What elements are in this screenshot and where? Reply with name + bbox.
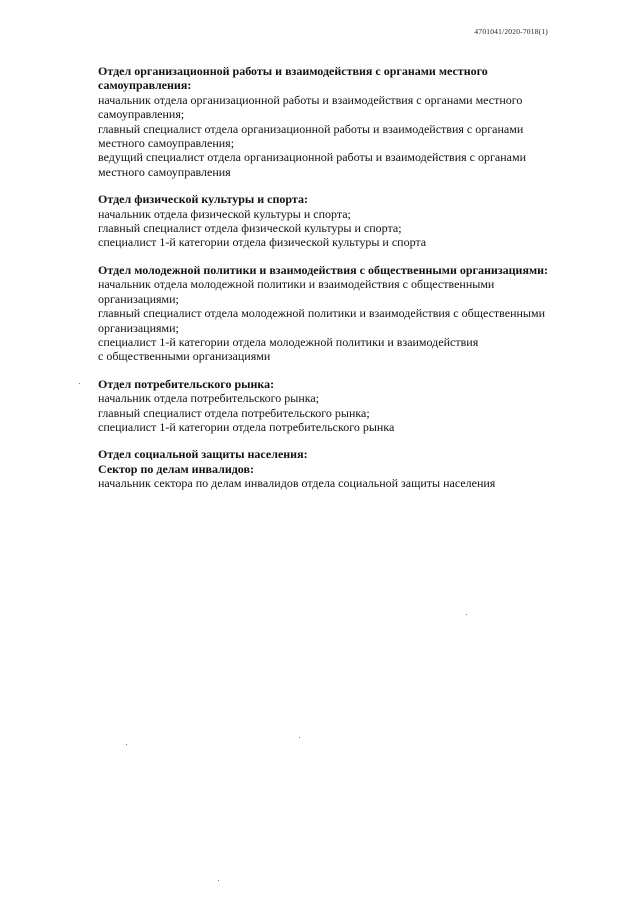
position-line: специалист 1-й категории отдела молодежной политики и взаимодействия — [98, 334, 479, 349]
position-line: главный специалист отдела организационной работы и взаимодействия с органами — [98, 121, 524, 136]
position-line: главный специалист отдела физической культуры и спорта; — [98, 221, 402, 236]
position-line: местного самоуправления; — [98, 136, 235, 151]
scan-speck — [79, 383, 80, 384]
position-line: специалист 1-й категории отдела потребительского рынка — [98, 419, 395, 434]
position-line: организациями; — [98, 320, 179, 335]
section-organizational-work — [98, 64, 590, 179]
document-body — [98, 64, 590, 504]
section-heading: Отдел организационной работы и взаимодействия с органами местного — [98, 64, 488, 78]
position-line: начальник отдела организационной работы и взаимодействия с органами местного — [98, 92, 523, 107]
section-heading: Отдел физической культуры и спорта: — [98, 192, 308, 207]
position-line: ведущий специалист отдела организационной работы и взаимодействия с органами — [98, 150, 526, 165]
section-social-protection — [98, 447, 590, 490]
section-heading: Отдел потребительского рынка: — [98, 376, 275, 391]
subsection-heading: Сектор по делам инвалидов: — [98, 461, 254, 476]
scan-speck — [126, 744, 127, 745]
position-line: с общественными организациями — [98, 349, 271, 364]
position-line: местного самоуправления — [98, 164, 231, 179]
section-heading: самоуправления: — [98, 78, 192, 93]
position-line: начальник отдела физической культуры и спорта; — [98, 206, 351, 221]
position-line: начальник отдела молодежной политики и взаимодействия с общественными — [98, 277, 495, 292]
scan-speck — [299, 737, 300, 738]
section-youth-policy — [98, 263, 590, 364]
position-line: начальник отдела потребительского рынка; — [98, 391, 320, 406]
section-heading: Отдел молодежной политики и взаимодействия с общественными организациями: — [98, 262, 549, 277]
position-line: главный специалист отдела потребительского рынка; — [98, 405, 370, 420]
position-line: самоуправления; — [98, 107, 185, 122]
position-line: начальник сектора по делам инвалидов отдела социальной защиты населения — [98, 476, 496, 491]
position-line: организациями; — [98, 291, 179, 306]
scan-speck — [218, 880, 219, 881]
section-physical-culture — [98, 192, 590, 250]
position-line: специалист 1-й категории отдела физической культуры и спорта — [98, 235, 427, 250]
scan-speck — [466, 614, 467, 615]
section-heading: Отдел социальной защиты населения: — [98, 447, 308, 462]
position-line: главный специалист отдела молодежной политики и взаимодействия с общественными — [98, 306, 546, 321]
document-id: 4701041/2020-7018(1) — [474, 27, 548, 36]
section-consumer-market — [98, 377, 590, 435]
